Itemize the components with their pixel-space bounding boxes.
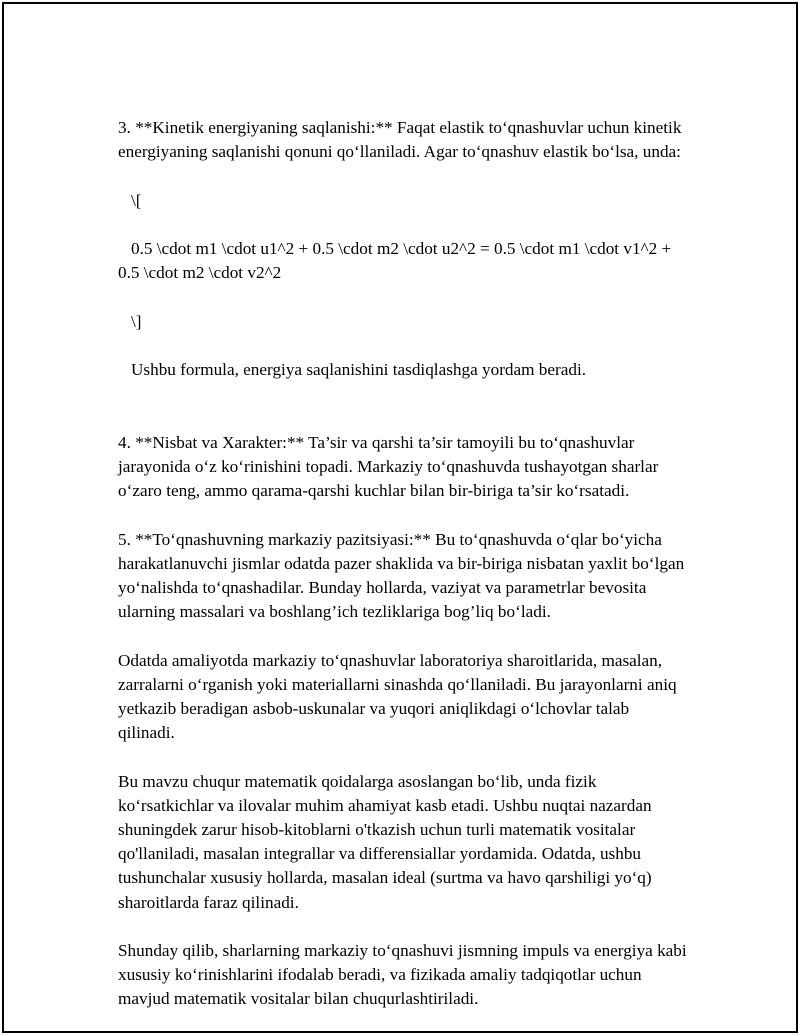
formula-open-delimiter: \[ xyxy=(131,190,142,210)
item-4-ratio-character: 4. **Nisbat va Xarakter:** Ta’sir va qarshi ta’sir tamoyili bu to‘qnashuvlar jarayonida o‘z ko‘rinishini topadi. Markaziy to‘qnashuvda tushayotgan sharlar o‘zaro teng, ammo qarama-qarshi kuchlar bilan bir-biriga ta’sir ko‘rsatadi. xyxy=(118,432,659,501)
item-3-intro: 3. **Kinetik energiyaning saqlanishi:** Faqat elastik to‘qnashuvlar uchun kinetik energiyaning saqlanishi qonuni qo‘llaniladi. Agar to‘qnashuv elastik bo‘lsa, unda: xyxy=(118,118,682,162)
paragraph-mathematics: Bu mavzu chuqur matematik qoidalarga asoslangan bo‘lib, unda fizik ko‘rsatkichlar va ilovalar muhim ahamiyat kasb etadi. Ushbu nuqtai nazardan shuningdek zarur hisob-kitoblarni o'tkazish uchun turli matematik vositalar qo'llaniladi, masalan integrallar va differensiallar yordamida. Odatda, ushbu tushunchalar xususiy hollarda, masalan ideal (surtma va havo qarshiligi yo‘q) sharoitlarda faraz qilinadi. xyxy=(118,771,652,912)
paragraph-practice: Odatda amaliyotda markaziy to‘qnashuvlar laboratoriya sharoitlarida, masalan, zarralarni o‘rganish yoki materiallarni sinashda qo‘llaniladi. Bu jarayonlarni aniq yetkazib beradigan asbob-uskunalar va yuqori aniqlikdagi o‘lchovlar talab qilinadi. xyxy=(118,650,677,743)
item-3-note: Ushbu formula, energiya saqlanishini tasdiqlashga yordam beradi. xyxy=(131,360,587,380)
item-3-kinetic-energy xyxy=(118,92,688,407)
document-body xyxy=(118,92,688,1036)
formula-close-delimiter: \] xyxy=(131,311,142,331)
paragraph-conclusion: Shunday qilib, sharlarning markaziy to‘qnashuvi jismning impuls va energiya kabi xususiy ko‘rinishlarini ifodalab beradi, va fizikada amaliy tadqiqotlar uchun mavjud matematik vositalar bilan chuqurlashtiriladi. xyxy=(118,941,687,1009)
energy-conservation-formula: 0.5 \cdot m1 \cdot u1^2 + 0.5 \cdot m2 \cdot u2^2 = 0.5 \cdot m1 \cdot v1^2 + 0.5 \cdot m2 \cdot v2^2 xyxy=(118,239,672,283)
item-5-central-position: 5. **To‘qnashuvning markaziy pazitsiyasi:** Bu to‘qnashuvda o‘qlar bo‘yicha harakatlanuvchi jismlar odatda pazer shaklida va bir-biriga nisbatan yaxlit bo‘lgan yo‘nalishda to‘qnashadilar. Bunday hollarda, vaziyat va parametrlar bevosita ularning massalari va boshlang’ich tezliklariga bog’liq bo‘ladi. xyxy=(118,529,685,622)
